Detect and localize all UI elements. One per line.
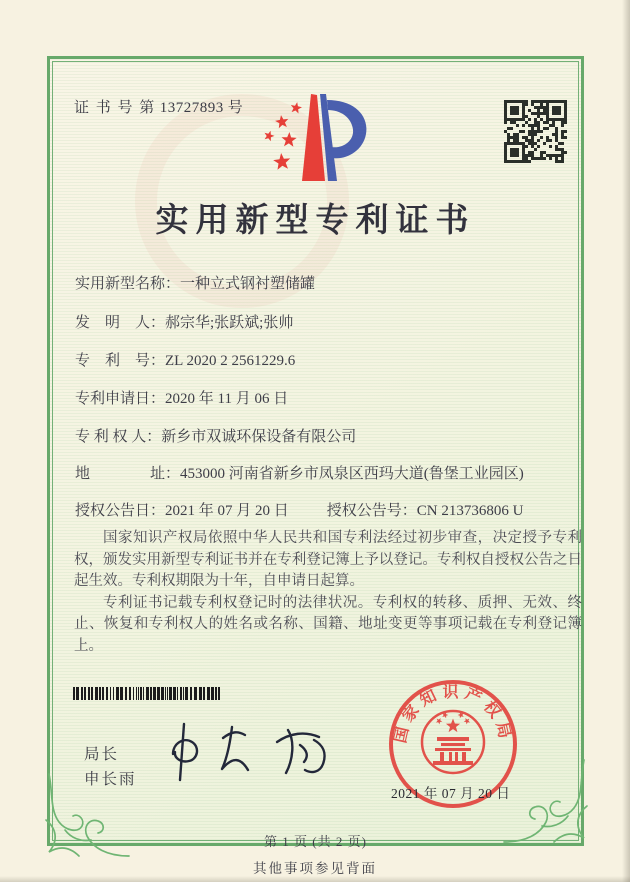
field-label: 专利申请日： [75, 391, 166, 407]
field-row-patent-number [75, 349, 564, 370]
field-value: 2020 年 11 月 06 日 [165, 391, 289, 407]
field-value: 新乡市双诚环保设备有限公司 [161, 429, 357, 445]
field-row-inventors [75, 311, 564, 332]
field-label: 授权公告号： [326, 503, 417, 519]
field-row-filing-date [75, 387, 564, 408]
page-number: 第 1 页 (共 2 页) [264, 834, 367, 849]
scan-edge-shadow [0, 876, 630, 882]
field-value: 一种立式钢衬塑储罐 [180, 276, 316, 292]
certificate-number-value: 13727893 [159, 100, 224, 116]
certificate-number [74, 96, 244, 117]
field-value: CN 213736806 U [416, 503, 524, 519]
field-row-grant [75, 499, 564, 520]
back-note: 其他事项参见背面 [253, 861, 377, 876]
svg-text:国家知识产权局 [390, 683, 515, 745]
field-label: 专 利 号： [75, 353, 166, 369]
field-value: 453000 河南省新乡市凤泉区西玛大道(鲁堡工业园区) [180, 466, 524, 482]
field-label: 专 利 权 人： [75, 429, 162, 445]
qr-code-icon [504, 100, 567, 163]
legal-text-block [74, 528, 582, 657]
certificate-body [47, 56, 584, 849]
field-label: 地 址： [75, 466, 181, 482]
field-row-patentee [75, 425, 564, 446]
field-value: 郝宗华;张跃斌;张帅 [165, 315, 294, 331]
barcode-icon [73, 687, 223, 700]
issuer-name: 申长雨 [84, 771, 137, 788]
certificate-number-suffix: 号 [227, 100, 245, 116]
field-label: 发 明 人： [75, 315, 166, 331]
field-value: ZL 2020 2 2561229.6 [165, 353, 296, 369]
certificate-number-prefix: 证 书 号 第 [74, 100, 156, 116]
legal-paragraph: 国家知识产权局依照中华人民共和国专利法经过初步审查，决定授予专利权，颁发实用新型专利证书并在专利登记簿上予以登记。专利权自授权公告之日起生效。专利权期限为十年，自申请日起算。 [74, 530, 582, 589]
certificate-title: 实用新型专利证书 [155, 203, 476, 239]
issuer-title: 局长 [84, 746, 120, 763]
corner-flourish-icon [500, 754, 592, 846]
seal-date: 2021 年 07 月 20 日 [391, 786, 511, 801]
field-row-name [75, 272, 564, 293]
legal-paragraph: 专利证书记载专利权登记时的法律状况。专利权的转移、质押、无效、终止、恢复和专利权人的姓名或名称、国籍、地址变更等事项记载在专利登记簿上。 [74, 594, 582, 654]
seal-ring-text: 国家知识产权局 [392, 684, 514, 745]
cnipa-logo-icon [247, 90, 382, 186]
field-row-address [75, 462, 564, 483]
field-label: 实用新型名称： [75, 276, 181, 292]
signature-icon [157, 718, 347, 788]
national-emblem-icon [422, 711, 484, 773]
scan-edge-shadow [622, 0, 630, 882]
field-label: 授权公告日： [75, 503, 166, 519]
field-value: 2021 年 07 月 20 日 [165, 503, 289, 519]
corner-flourish-icon [41, 768, 133, 860]
